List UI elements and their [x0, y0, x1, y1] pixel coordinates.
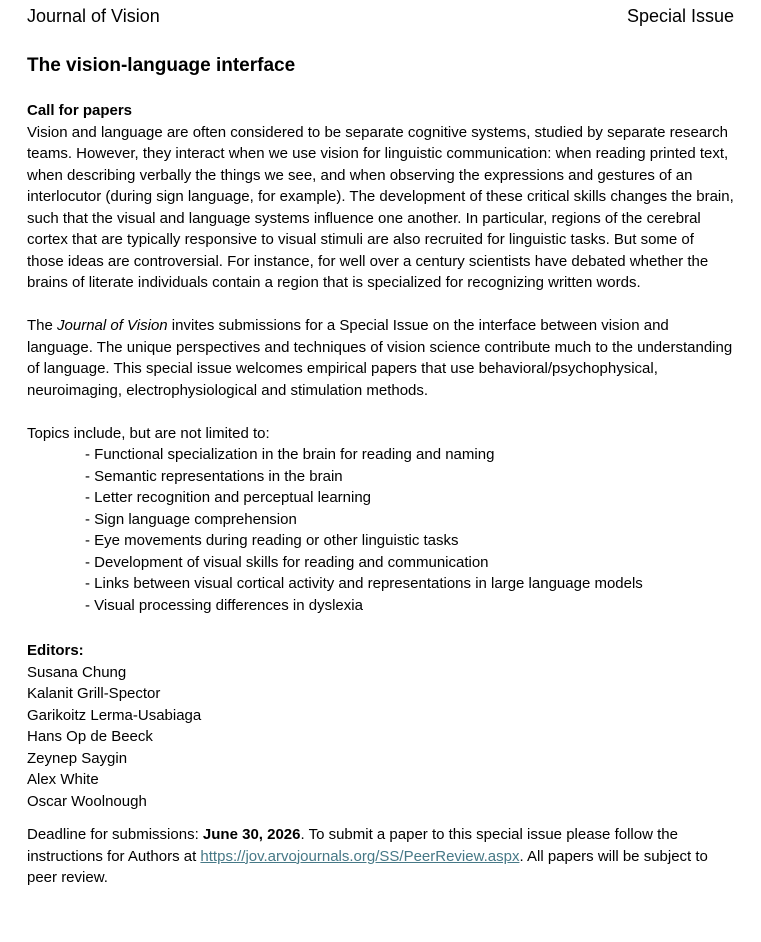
topic-item: - Eye movements during reading or other linguistic tasks [85, 532, 459, 549]
page-title: The vision-language interface [27, 55, 296, 76]
editor-name: Garikoitz Lerma-Usabiaga [27, 706, 202, 724]
topics-list [27, 444, 734, 616]
journal-name: Journal of Vision [27, 6, 160, 26]
intro-paragraph: Vision and language are often considered to be separate cognitive systems, studied by separate research teams. However, they interact when we use vision for linguistic communication: when reading printed text, when describing verbally the things we see, and when observing the expressions and gestures of an interlocutor (during sign language, for example). The development of these critical skills changes the brain, such that the visual and language systems influence one another. In particular, regions of the cerebral cortex that are typically responsive to visual stimuli are also recruited for linguistic tasks. But some of those ideas are controversial. For instance, for well over a century scientists have debated whether the brains of literate individuals contain a region that is specialized for recognizing written words. [27, 123, 734, 291]
call-for-papers-heading: Call for papers [27, 102, 133, 119]
editor-name: Susana Chung [27, 663, 127, 681]
topic-item: - Links between visual cortical activity and representations in large language models [85, 575, 643, 592]
topic-item: - Visual processing differences in dyslexia [85, 596, 363, 614]
topic-item: - Letter recognition and perceptual learning [85, 489, 372, 506]
invitation-paragraph [27, 315, 734, 401]
deadline-prefix: Deadline for submissions: [27, 826, 203, 843]
invitation-prefix: The [27, 317, 58, 334]
editor-name: Hans Op de Beeck [27, 728, 153, 745]
topic-item: - Functional specialization in the brain for reading and naming [85, 446, 495, 463]
issue-label: Special Issue [626, 6, 734, 26]
topic-item: - Development of visual skills for reading and communication [85, 553, 489, 571]
editors-heading: Editors: [27, 642, 84, 659]
journal-name-italic: Journal of Vision [57, 317, 168, 334]
deadline-date: June 30, 2026 [202, 826, 301, 843]
editor-name: Oscar Woolnough [27, 792, 147, 810]
topic-item: - Semantic representations in the brain [85, 467, 343, 485]
deadline-middle: . To submit a paper to this special issue please follow the instructions for Authors at [27, 826, 678, 865]
editor-name: Alex White [27, 771, 99, 788]
submission-link[interactable]: https://jov.arvojournals.org/SS/PeerReview.aspx [200, 847, 520, 865]
editor-name: Zeynep Saygin [27, 749, 128, 767]
topics-intro: Topics include, but are not limited to: [27, 424, 270, 442]
editors-list [27, 662, 734, 813]
deadline-paragraph [27, 824, 734, 889]
topic-item: - Sign language comprehension [85, 510, 297, 528]
deadline-suffix: . All papers will be subject to peer review. [27, 847, 708, 886]
document-header [27, 5, 734, 27]
invitation-suffix: invites submissions for a Special Issue on the interface between vision and language. The unique perspectives and techniques of vision science contribute much to the understanding of language. This special issue welcomes empirical papers that use behavioral/psychophysical, neuroimaging, electrophysiological and stimulation methods. [27, 317, 733, 399]
editor-name: Kalanit Grill-Spector [27, 685, 161, 702]
